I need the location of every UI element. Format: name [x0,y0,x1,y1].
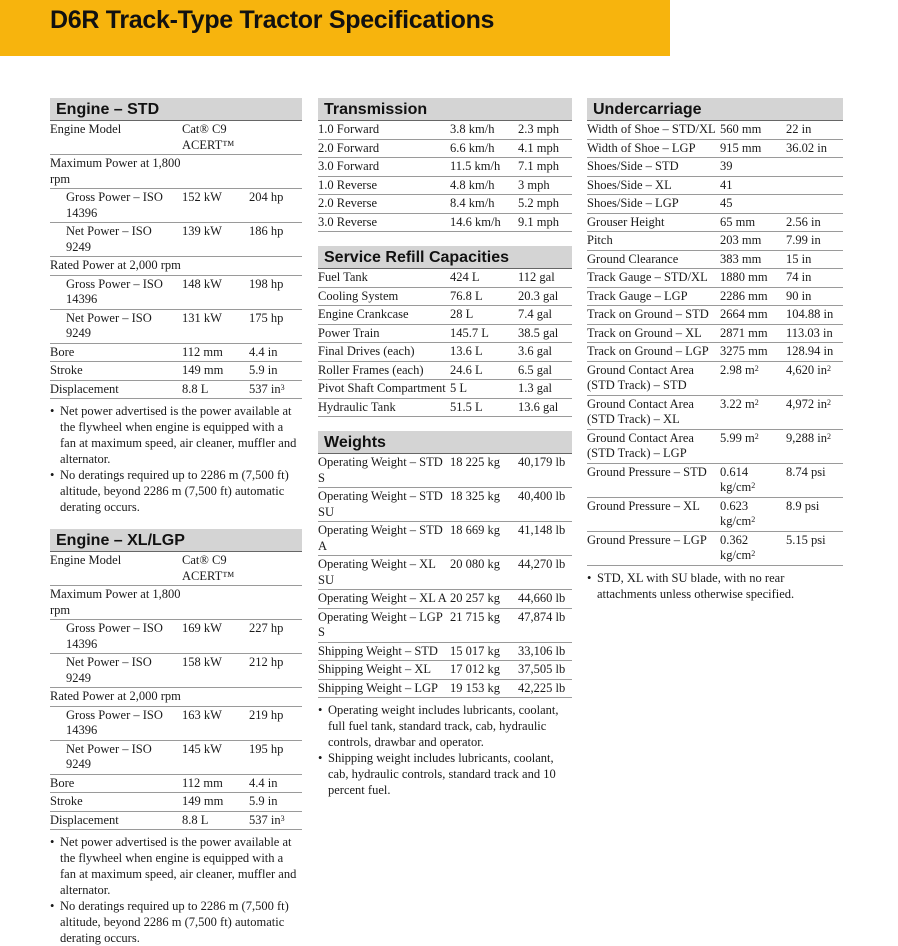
table-row [50,309,302,343]
spec-label: 3.0 Reverse [318,213,450,232]
spec-label: Ground Pressure – XL [587,497,720,531]
spec-value-metric: 169 kW [182,620,249,654]
spec-label: Width of Shoe – STD/XL [587,121,720,139]
table-row [50,586,302,620]
spec-value-metric: 45 [720,195,786,214]
table-row [318,343,572,362]
section-weights [318,431,572,798]
spec-label: Fuel Tank [318,269,450,287]
spec-value-imperial: 4.1 mph [518,139,572,158]
spec-value-imperial: 37,505 lb [518,661,572,680]
spec-value-imperial: 198 hp [249,275,302,309]
spec-value-imperial: 5.15 psi [786,531,843,565]
spec-label: Gross Power – ISO 14396 [50,275,182,309]
section-title-engine-std: Engine – STD [50,98,302,121]
spec-value-imperial: 537 $in^3$ [249,811,302,830]
table-row [50,380,302,399]
spec-value-metric: 0.362 $kg/cm^2$ [720,531,786,565]
spec-value-metric: 0.623 $kg/cm^2$ [720,497,786,531]
spec-value-metric: 4.8 km/h [450,176,518,195]
table-row [318,398,572,417]
footnote: • Shipping weight includes lubricants, coolant, cab, hydraulic controls, standard track and 10 percent fuel. [318,750,572,798]
spec-value-imperial: 22 in [786,121,843,139]
spec-label: Displacement [50,380,182,399]
spec-label: Rated Power at 2,000 rpm [50,257,182,276]
table-row [50,706,302,740]
spec-value-metric: 149 mm [182,793,249,812]
table-row [318,121,572,139]
table-row [587,213,843,232]
table-row [587,361,843,395]
table-row [50,620,302,654]
table-row [318,195,572,214]
table-row [318,661,572,680]
spec-label: 2.0 Forward [318,139,450,158]
spec-label: Bore [50,774,182,793]
spec-value-metric [182,257,249,276]
spec-value-metric: 8.8 L [182,380,249,399]
spec-value-imperial: 13.6 gal [518,398,572,417]
spec-value-metric: 148 kW [182,275,249,309]
spec-value-imperial: 1.3 gal [518,380,572,399]
spec-value-metric: 18 225 kg [450,454,518,488]
column-engine [50,98,302,946]
spec-value-imperial: 219 hp [249,706,302,740]
spec-value-metric: 0.614 $kg/cm^2$ [720,463,786,497]
spec-value-imperial: 9,288 $in^2$ [786,429,843,463]
table-row [50,121,302,155]
spec-value-metric: 158 kW [182,654,249,688]
undercarriage-table [587,121,843,566]
spec-label: 2.0 Reverse [318,195,450,214]
spec-value-metric: 3.8 km/h [450,121,518,139]
spec-value-imperial: 3 mph [518,176,572,195]
spec-value-metric: Cat® C9 ACERT™ [182,121,249,155]
spec-value-metric: 21 715 kg [450,608,518,642]
table-row [50,257,302,276]
spec-value-imperial: 8.74 psi [786,463,843,497]
spec-label: Operating Weight – XL A [318,590,450,609]
spec-label: Shoes/Side – XL [587,176,720,195]
spec-value-imperial: 5.2 mph [518,195,572,214]
spec-value-metric: 2664 mm [720,306,786,325]
spec-value-imperial: 227 hp [249,620,302,654]
spec-label: Operating Weight – STD S [318,454,450,488]
spec-label: Ground Contact Area (STD Track) – XL [587,395,720,429]
spec-value-imperial: 4.4 in [249,343,302,362]
spec-value-metric: 41 [720,176,786,195]
spec-value-metric: 1880 mm [720,269,786,288]
spec-value-metric: 20 080 kg [450,556,518,590]
spec-label: Operating Weight – LGP S [318,608,450,642]
spec-value-metric: 112 mm [182,343,249,362]
table-row [50,654,302,688]
spec-value-imperial: 42,225 lb [518,679,572,698]
spec-value-imperial: 74 in [786,269,843,288]
section-title-undercarriage: Undercarriage [587,98,843,121]
table-row [50,552,302,586]
spec-value-metric: 145 kW [182,740,249,774]
spec-label: Track Gauge – STD/XL [587,269,720,288]
spec-value-imperial: 195 hp [249,740,302,774]
spec-value-metric: 112 mm [182,774,249,793]
spec-value-metric [182,688,249,707]
spec-value-metric [182,586,249,620]
spec-value-imperial: 128.94 in [786,343,843,362]
spec-label: Stroke [50,793,182,812]
spec-value-imperial: 40,179 lb [518,454,572,488]
spec-label: Cooling System [318,287,450,306]
spec-value-metric: 3.22 $m^2$ [720,395,786,429]
spec-label: Ground Clearance [587,250,720,269]
refill-table [318,269,572,417]
spec-label: Track on Ground – XL [587,324,720,343]
spec-value-imperial: 36.02 in [786,139,843,158]
engine-std-table [50,121,302,399]
table-row [587,395,843,429]
spec-value-metric: 131 kW [182,309,249,343]
table-row [318,158,572,177]
table-row [50,362,302,381]
spec-value-imperial: 2.3 mph [518,121,572,139]
spec-value-metric: 8.4 km/h [450,195,518,214]
spec-value-metric: 2.98 $m^2$ [720,361,786,395]
spec-value-imperial: 44,270 lb [518,556,572,590]
spec-label: Final Drives (each) [318,343,450,362]
spec-value-metric: 5.99 $m^2$ [720,429,786,463]
table-row [318,642,572,661]
spec-value-imperial: 2.56 in [786,213,843,232]
table-row [587,287,843,306]
section-title-engine-xl: Engine – XL/LGP [50,529,302,552]
spec-label: 3.0 Forward [318,158,450,177]
spec-value-metric: 51.5 L [450,398,518,417]
spec-value-imperial: 7.1 mph [518,158,572,177]
table-row [50,811,302,830]
section-undercarriage [587,98,843,602]
spec-label: Track on Ground – LGP [587,343,720,362]
table-row [587,250,843,269]
spec-value-metric: 14.6 km/h [450,213,518,232]
spec-value-imperial [249,121,302,155]
spec-label: Engine Model [50,121,182,155]
spec-value-metric: Cat® C9 ACERT™ [182,552,249,586]
spec-value-imperial: 204 hp [249,189,302,223]
spec-value-metric: 149 mm [182,362,249,381]
table-row [587,343,843,362]
spec-value-imperial: 90 in [786,287,843,306]
spec-label: Power Train [318,324,450,343]
table-row [587,497,843,531]
footnote: • Net power advertised is the power available at the flywheel when engine is equipped with a fan at maximum speed, air cleaner, muffler and alternator. [50,834,302,898]
spec-label: 1.0 Reverse [318,176,450,195]
spec-value-metric: 20 257 kg [450,590,518,609]
section-title-weights: Weights [318,431,572,454]
spec-value-imperial: 4.4 in [249,774,302,793]
engine-std-notes [50,403,302,515]
spec-value-imperial [249,586,302,620]
spec-value-metric: 17 012 kg [450,661,518,680]
spec-value-metric: 2871 mm [720,324,786,343]
table-row [318,361,572,380]
spec-value-metric: 8.8 L [182,811,249,830]
weights-table [318,454,572,698]
table-row [318,679,572,698]
column-transmission [318,98,572,798]
spec-value-imperial [786,158,843,177]
table-row [50,223,302,257]
table-row [587,531,843,565]
spec-value-imperial: 47,874 lb [518,608,572,642]
spec-value-metric: 145.7 L [450,324,518,343]
table-row [318,306,572,325]
spec-value-imperial: 113.03 in [786,324,843,343]
spec-value-imperial: 33,106 lb [518,642,572,661]
table-row [318,454,572,488]
spec-value-imperial: 4,620 $in^2$ [786,361,843,395]
table-row [587,463,843,497]
spec-value-metric: 915 mm [720,139,786,158]
spec-label: Shipping Weight – LGP [318,679,450,698]
spec-label: Engine Model [50,552,182,586]
undercarriage-notes [587,570,843,602]
title-banner [0,0,670,56]
spec-value-imperial: 20.3 gal [518,287,572,306]
spec-value-imperial: 5.9 in [249,362,302,381]
spec-label: Engine Crankcase [318,306,450,325]
table-row [50,275,302,309]
spec-label: Track on Ground – STD [587,306,720,325]
spec-label: Maximum Power at 1,800 rpm [50,155,182,189]
table-row [318,590,572,609]
spec-value-metric: 424 L [450,269,518,287]
page-title: D6R Track-Type Tractor Specifications [50,6,495,34]
table-row [318,488,572,522]
spec-label: Net Power – ISO 9249 [50,223,182,257]
table-row [587,139,843,158]
spec-value-metric: 65 mm [720,213,786,232]
table-row [587,324,843,343]
spec-value-metric: 383 mm [720,250,786,269]
spec-value-metric: 13.6 L [450,343,518,362]
spec-value-imperial: 104.88 in [786,306,843,325]
spec-value-imperial: 537 $in^3$ [249,380,302,399]
table-row [50,740,302,774]
spec-label: 1.0 Forward [318,121,450,139]
spec-value-metric [182,155,249,189]
spec-label: Grouser Height [587,213,720,232]
spec-value-metric: 39 [720,158,786,177]
spec-value-metric: 152 kW [182,189,249,223]
spec-label: Ground Contact Area (STD Track) – STD [587,361,720,395]
section-refill [318,246,572,417]
spec-label: Track Gauge – LGP [587,287,720,306]
spec-value-metric: 18 325 kg [450,488,518,522]
table-row [318,287,572,306]
spec-value-metric: 28 L [450,306,518,325]
spec-value-imperial: 6.5 gal [518,361,572,380]
weights-notes [318,702,572,798]
table-row [587,269,843,288]
spec-value-imperial: 44,660 lb [518,590,572,609]
spec-value-imperial [786,176,843,195]
spec-value-imperial: 3.6 gal [518,343,572,362]
spec-value-metric: 11.5 km/h [450,158,518,177]
spec-value-imperial: 186 hp [249,223,302,257]
footnote: • STD, XL with SU blade, with no rear attachments unless otherwise specified. [587,570,843,602]
spec-label: Stroke [50,362,182,381]
spec-label: Ground Contact Area (STD Track) – LGP [587,429,720,463]
section-engine-std [50,98,302,515]
spec-label: Displacement [50,811,182,830]
section-title-transmission: Transmission [318,98,572,121]
spec-value-metric: 24.6 L [450,361,518,380]
section-title-refill: Service Refill Capacities [318,246,572,269]
spec-label: Net Power – ISO 9249 [50,740,182,774]
table-row [50,155,302,189]
spec-value-imperial [249,257,302,276]
spec-label: Width of Shoe – LGP [587,139,720,158]
spec-label: Operating Weight – STD A [318,522,450,556]
footnote: • Net power advertised is the power available at the flywheel when engine is equipped with a fan at maximum speed, air cleaner, muffler and alternator. [50,403,302,467]
spec-label: Pivot Shaft Compartment [318,380,450,399]
table-row [587,232,843,251]
spec-value-imperial: 7.99 in [786,232,843,251]
spec-label: Hydraulic Tank [318,398,450,417]
spec-label: Net Power – ISO 9249 [50,654,182,688]
table-row [587,306,843,325]
table-row [318,556,572,590]
footnote: • Operating weight includes lubricants, coolant, full fuel tank, standard track, cab, hydraulic controls, drawbar and operator. [318,702,572,750]
table-row [50,793,302,812]
spec-label: Gross Power – ISO 14396 [50,706,182,740]
spec-label: Pitch [587,232,720,251]
spec-value-metric: 19 153 kg [450,679,518,698]
table-row [587,176,843,195]
spec-value-imperial: 7.4 gal [518,306,572,325]
transmission-table [318,121,572,232]
table-row [50,343,302,362]
spec-value-imperial: 41,148 lb [518,522,572,556]
spec-label: Roller Frames (each) [318,361,450,380]
table-row [318,608,572,642]
spec-value-imperial: 9.1 mph [518,213,572,232]
spec-label: Gross Power – ISO 14396 [50,189,182,223]
spec-label: Shipping Weight – XL [318,661,450,680]
spec-label: Bore [50,343,182,362]
spec-value-metric: 76.8 L [450,287,518,306]
spec-value-metric: 18 669 kg [450,522,518,556]
spec-value-metric: 163 kW [182,706,249,740]
engine-xl-notes [50,834,302,946]
table-row [318,324,572,343]
spec-value-imperial [249,688,302,707]
spec-value-metric: 139 kW [182,223,249,257]
spec-value-metric: 2286 mm [720,287,786,306]
footnote: • No deratings required up to 2286 m (7,500 ft) altitude, beyond 2286 m (7,500 ft) automatic derating occurs. [50,467,302,515]
section-transmission [318,98,572,232]
table-row [50,774,302,793]
table-row [587,158,843,177]
spec-value-imperial: 5.9 in [249,793,302,812]
spec-value-imperial: 8.9 psi [786,497,843,531]
spec-label: Operating Weight – STD SU [318,488,450,522]
spec-value-imperial: 112 gal [518,269,572,287]
column-undercarriage [587,98,843,602]
engine-xl-table [50,552,302,830]
spec-label: Ground Pressure – LGP [587,531,720,565]
spec-value-imperial [786,195,843,214]
spec-value-imperial: 15 in [786,250,843,269]
spec-value-imperial [249,552,302,586]
table-row [587,429,843,463]
table-row [318,269,572,287]
spec-label: Net Power – ISO 9249 [50,309,182,343]
spec-value-imperial: 175 hp [249,309,302,343]
spec-label: Shoes/Side – STD [587,158,720,177]
spec-value-metric: 3275 mm [720,343,786,362]
table-row [50,189,302,223]
spec-value-metric: 15 017 kg [450,642,518,661]
table-row [318,176,572,195]
spec-value-metric: 203 mm [720,232,786,251]
section-engine-xl [50,529,302,946]
spec-value-imperial: 212 hp [249,654,302,688]
spec-value-imperial: 38.5 gal [518,324,572,343]
spec-label: Gross Power – ISO 14396 [50,620,182,654]
spec-label: Maximum Power at 1,800 rpm [50,586,182,620]
table-row [318,139,572,158]
table-row [318,213,572,232]
spec-label: Operating Weight – XL SU [318,556,450,590]
spec-value-metric: 6.6 km/h [450,139,518,158]
table-row [318,522,572,556]
spec-value-imperial: 40,400 lb [518,488,572,522]
spec-label: Ground Pressure – STD [587,463,720,497]
table-row [50,688,302,707]
table-row [318,380,572,399]
table-row [587,195,843,214]
table-row [587,121,843,139]
footnote: • No deratings required up to 2286 m (7,500 ft) altitude, beyond 2286 m (7,500 ft) automatic derating occurs. [50,898,302,946]
spec-value-imperial: 4,972 $in^2$ [786,395,843,429]
spec-value-metric: 5 L [450,380,518,399]
spec-value-metric: 560 mm [720,121,786,139]
spec-label: Shipping Weight – STD [318,642,450,661]
spec-label: Rated Power at 2,000 rpm [50,688,182,707]
spec-label: Shoes/Side – LGP [587,195,720,214]
spec-value-imperial [249,155,302,189]
